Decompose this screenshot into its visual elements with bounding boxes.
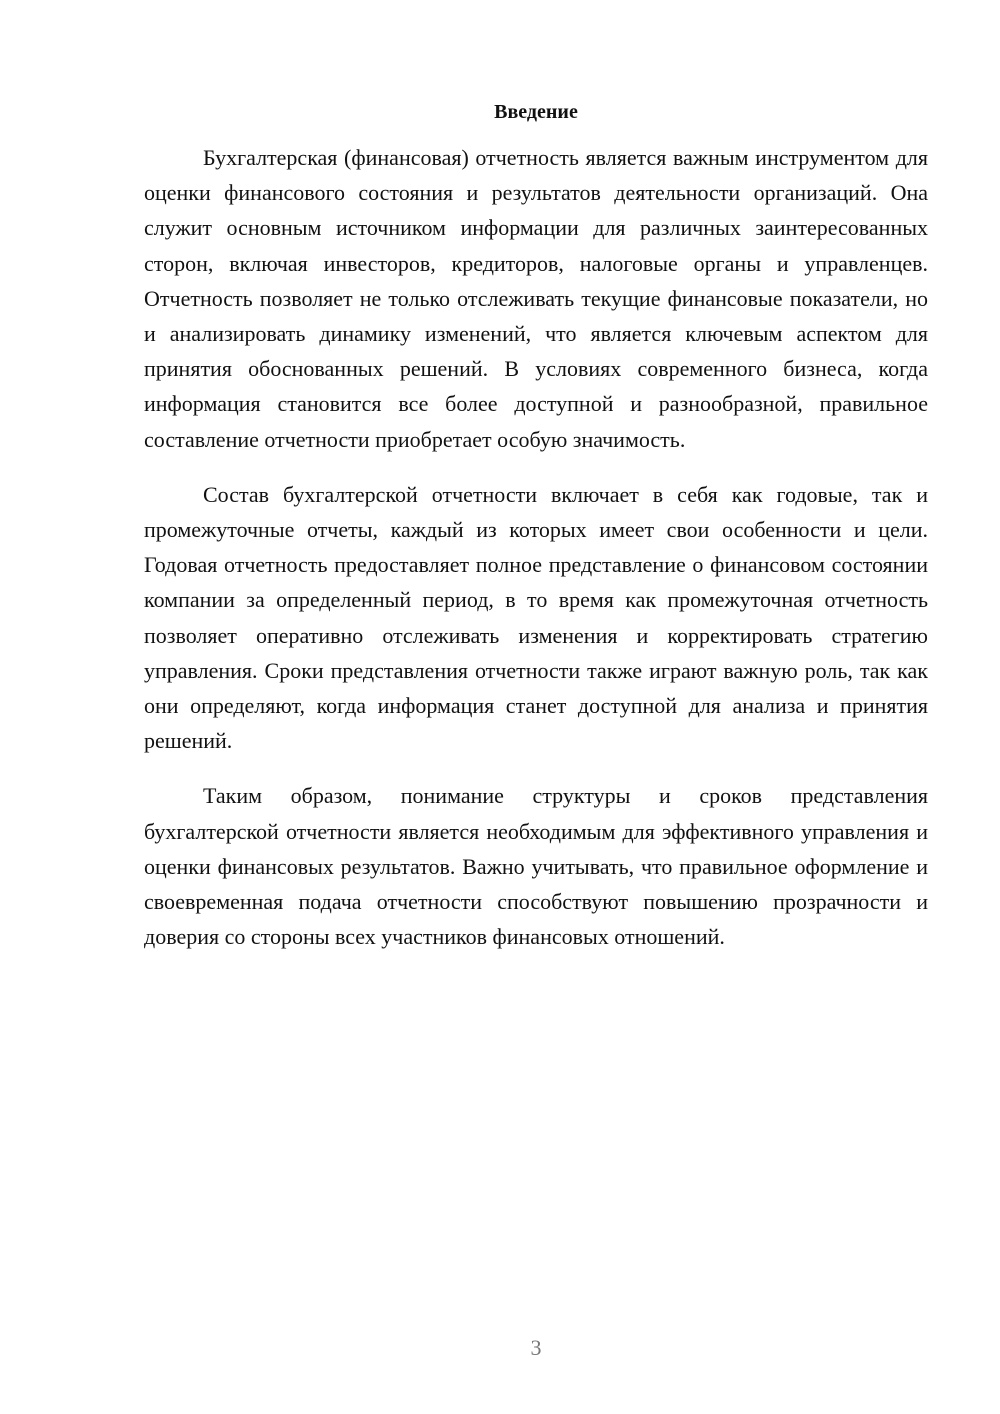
document-page	[144, 96, 928, 974]
paragraph-1: Бухгалтерская (финансовая) отчетность является важным инструментом для оценки финансового состояния и результатов деятельности организаций. Она служит основным источником информации для различных заинтересованных сторон, включая инвесторов, кредиторов, налоговые органы и управленцев. Отчетность позволяет не только отслеживать текущие финансовые показатели, но и анализировать динамику изменений, что является ключевым аспектом для принятия обоснованных решений. В условиях современного бизнеса, когда информация становится все более доступной и разнообразной, правильное составление отчетности приобретает особую значимость.	[144, 145, 928, 452]
page-number: 3	[530, 1335, 542, 1360]
paragraph-2: Состав бухгалтерской отчетности включает в себя как годовые, так и промежуточные отчеты, каждый из которых имеет свои особенности и цели. Годовая отчетность предоставляет полное представление о финансовом состоянии компании за определенный период, в то время как промежуточная отчетность позволяет оперативно отслеживать изменения и корректировать стратегию управления. Сроки представления отчетности также играют важную роль, так как они определяют, когда информация станет доступной для анализа и принятия решений.	[144, 481, 928, 754]
section-title: Введение	[494, 101, 578, 123]
paragraph-3: Таким образом, понимание структуры и сроков представления бухгалтерской отчетности является необходимым для эффективного управления и оценки финансовых результатов. Важно учитывать, что правильное оформление и своевременная подача отчетности способствуют повышению прозрачности и доверия со стороны всех участников финансовых отношений.	[144, 783, 928, 950]
